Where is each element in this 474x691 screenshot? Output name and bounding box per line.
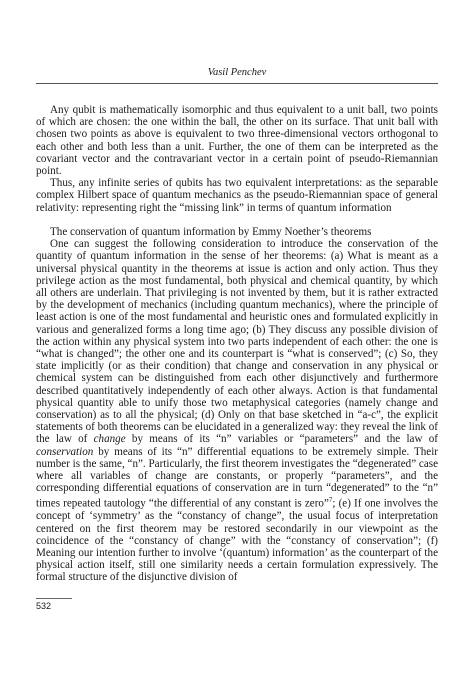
paragraph-gap [36,214,438,226]
paragraph-text-part: ; (e) If one involves the concept of ‘symmetry’ as the “constancy of change”, the usual focus of interpretation centered on the first theorem may be restored secondarily in our viewpoint as the coincidence of the “constancy of change” with the “constancy of conservation”; (f) Meaning our intention further to involve ‘(quantum) information’ as the counterpart of the physical action itself, still one similarity needs a certain formulation expressively. The formal structure of the disjunctive division of [36,498,438,584]
paragraph-text-part: by means of its “n” differential equations to be extremely simple. Their number is the same, “n”. Particularly, the first theorem investigates the “degenerated” case where all variables of change are constants, or properly “parameters”, and the corresponding differential equations of conservation are in turn “degenerated” to the “n” times repeated tautology “the differential of any constant is zero” [36,445,438,511]
body-text [36,104,438,584]
section-heading-noether: The conservation of quantum information by Emmy Noether’s theorems [50,226,372,239]
footnote-marker[interactable]: 7 [328,496,333,505]
paragraph-text-part: by means of its “n” variables or “parameters” and the law of [125,433,438,446]
paragraph-noether-consideration [36,238,438,583]
header-divider [36,83,438,84]
italic-term-conservation: conservation [36,445,94,458]
italic-term-change: change [93,433,126,446]
paragraph-qubit-isomorphism: Any qubit is mathematically isomorphic and thus equivalent to a unit ball, two points of which are chosen: the one within the ball, the other on its surface. That unit ball with chosen two points as above is equivalent to two three-dimensional vectors orthogonal to each other and both less than a unit. Further, the one of them can be interpreted as the covariant vector and the contravariant vector in a certain point of pseudo-Riemannian point. [36,104,438,178]
paragraph-infinite-series: Thus, any infinite series of qubits has two equivalent interpretations: as the separable complex Hilbert space of quantum mechanics as the pseudo-Riemannian space of general relativity: representing right the “missing link” in terms of quantum information [36,177,438,214]
running-head: Vasil Penchev [207,67,267,78]
footer-divider [36,598,72,599]
page-number: 532 [36,601,52,611]
paragraph-text-part: One can suggest the following consideration to introduce the conservation of the quantity of quantum information in the sense of her theorems: (a) What is meant as a universal physical quantity in the theorems at issue is action and only action. Thus they privilege action as the most fundamental, both physical and chemical quantity, by which all others are underlain. That privileging is not invented by them, but it is rather extracted by the development of mechanics (including quantum mechanics), where the principle of least action is one of the most fundamental and heuristic ones and formulated explicitly in various and generalized forms a long time ago; (b) They discuss any possible division of the action within any physical system into two parts independent of each other: the one is “what is changed”; the other one and its counterpart is “what is conserved”; (c) So, they state implicitly (or as their condition) that change and conservation in any physical or chemical system can be distinguished from each other disjunctively and furthermore described quantitatively independently of each other always. Action is that fundamental physical quantity able to unify those two metaphysical categories (namely change and conservation) as to all the physical; (d) Only on that base sketched in “a-c”, the explicit statements of both theorems can be elucidated in a generalized way: they reveal the link of the law of [36,238,438,446]
